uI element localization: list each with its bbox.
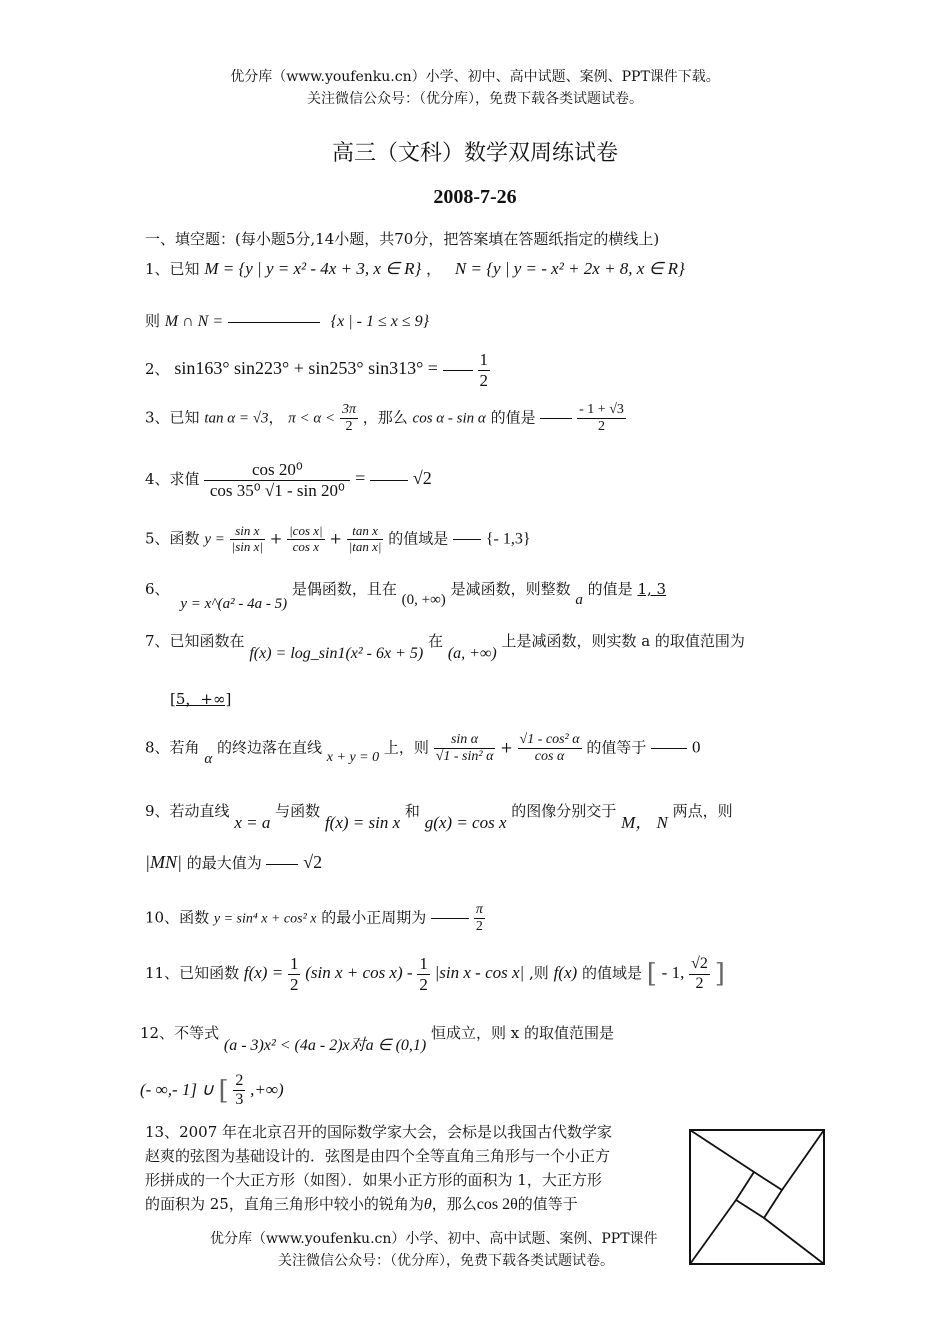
set-m: M = {y | y = x² - 4x + 3, x ∈ R} xyxy=(204,259,422,278)
question-1: 1、已知 M = {y | y = x² - 4x + 3, x ∈ R} ， N = {y | y = - x² + 2x + 8, x ∈ R} xyxy=(145,259,685,278)
question-9: 9、若动直线 x = a 与函数 f(x) = sin x 和 g(x) = cos x 的图像分别交于 M， N 两点，则 xyxy=(145,802,733,832)
answer-3: $\frac{- 1 + √3}{2}$ xyxy=(579,402,624,435)
exam-date: 2008-7-26 xyxy=(433,186,517,208)
small-square xyxy=(736,1172,782,1218)
answer-10: $\frac{\pi}{2}$ xyxy=(475,902,483,935)
header-line-2: 关注微信公众号：（优分库），免费下载各类试题试卷。 xyxy=(307,91,643,107)
footer-line-1: 优分库（www.youfenku.cn）小学、初中、高中试题、案例、PPT课件 xyxy=(210,1231,658,1247)
question-13: 13、2007 年在北京召开的国际数学家大会，会标是以我国古代数学家 赵爽的弦图为基础设计的．弦图是由四个全等直角三角形与一个小正方 形拼成的一个大正方形（如图）．如果小正方形的面积为 1，大正方形 的面积为 25，直角三角形中较小的锐角为θ，那么cos 2θ的值等于 xyxy=(145,1123,613,1213)
header-line-1: 优分库（www.youfenku.cn）小学、初中、高中试题、案例、PPT课件下载。 xyxy=(230,69,720,85)
answer-5: {- 1,3} xyxy=(485,530,531,548)
section-heading: 一、填空题：(每小题5分,14小题，共70分，把答案填在答题纸指定的横线上) xyxy=(145,230,660,248)
answer-11: - 1, xyxy=(661,963,685,983)
footer-line-2: 关注微信公众号：（优分库），免费下载各类试题试卷。 xyxy=(278,1253,614,1269)
question-3: 3、已知 tan α = √3， π < α < $\frac{3\pi}{2}$ ，那么 cos α - sin α 的值是 $\frac{- 1 + √3}{2}$ xyxy=(145,402,624,435)
answer-6: 1, 3 xyxy=(637,580,667,598)
answer-1: {x | - 1 ≤ x ≤ 9} xyxy=(330,313,430,330)
answer-9: √2 xyxy=(303,852,323,872)
set-n: N = {y | y = - x² + 2x + 8, x ∈ R} xyxy=(454,259,685,278)
answer-2: $\frac{1}{2}$ xyxy=(479,350,489,390)
question-11: 11、已知函数 f(x) = $\frac{1}{2}$ (sin x + cos x) - $\frac{1}{2}$ |sin x - cos x| ,则 f(x) 的值域是 [ - 1, $\frac{√2}{2}$ ] xyxy=(145,954,725,994)
answer-blank xyxy=(228,322,320,323)
zhao-shuang-diagram xyxy=(688,1128,828,1268)
page-title: 高三（文科）数学双周练试卷 xyxy=(331,141,618,166)
question-2: 2、 sin163° sin223° + sin253° sin313° = $\frac{1}{2}$ xyxy=(145,350,489,390)
question-8: 8、若角 α 的终边落在直线 x + y = 0 上，则 $\frac{\text{sin α}}{\text{√1 - sin² α}}$ + $\frac{\text{√1 - cos² α}}{\text{cos α}}$ 的值等于 0 xyxy=(145,732,701,767)
answer-8: 0 xyxy=(691,737,701,757)
question-6: 6、 y = x^(a² - 4a - 5) 是偶函数，且在 (0, +∞) 是减函数，则整数 a 的值是 1, 3 xyxy=(145,580,667,612)
question-1-line-2: 则 M ∩ N = {x | - 1 ≤ x ≤ 9} xyxy=(145,312,430,330)
answer-12: (- ∞,- 1] ∪ [ $\frac{2}{3}$ ,+∞) xyxy=(140,1072,284,1109)
answer-7: [5，+∞] xyxy=(170,690,232,708)
question-7: 7、已知函数在 f(x) = log_sin1(x² - 6x + 5) 在 (a, +∞) 上是减函数，则实数 a 的取值范围为 xyxy=(145,632,745,662)
question-4: 4、求值 $\frac{\text{cos 20⁰}}{\text{cos 35⁰ √1 - sin 20⁰}}$ = √2 xyxy=(145,460,432,500)
question-12: 12、不等式 (a - 3)x² < (4a - 2)x对a ∈ (0,1) 恒成立，则 x 的取值范围是 xyxy=(140,1024,615,1054)
question-9-line-2: |MN| 的最大值为 √2 xyxy=(145,852,323,872)
question-10: 10、函数 y = sin⁴ x + cos² x 的最小正周期为 $\frac{\pi}{2}$ xyxy=(145,902,483,935)
question-5: 5、函数 y = $\frac{\text{sin x}}{\text{|sin x|}}$ + $\frac{\text{|cos x|}}{\text{cos x}}$ + $\frac{\text{tan x}}{\text{|tan x|}}$ 的值域是 {- 1,3} xyxy=(145,523,531,554)
answer-4: √2 xyxy=(412,468,432,489)
large-square xyxy=(690,1130,824,1264)
